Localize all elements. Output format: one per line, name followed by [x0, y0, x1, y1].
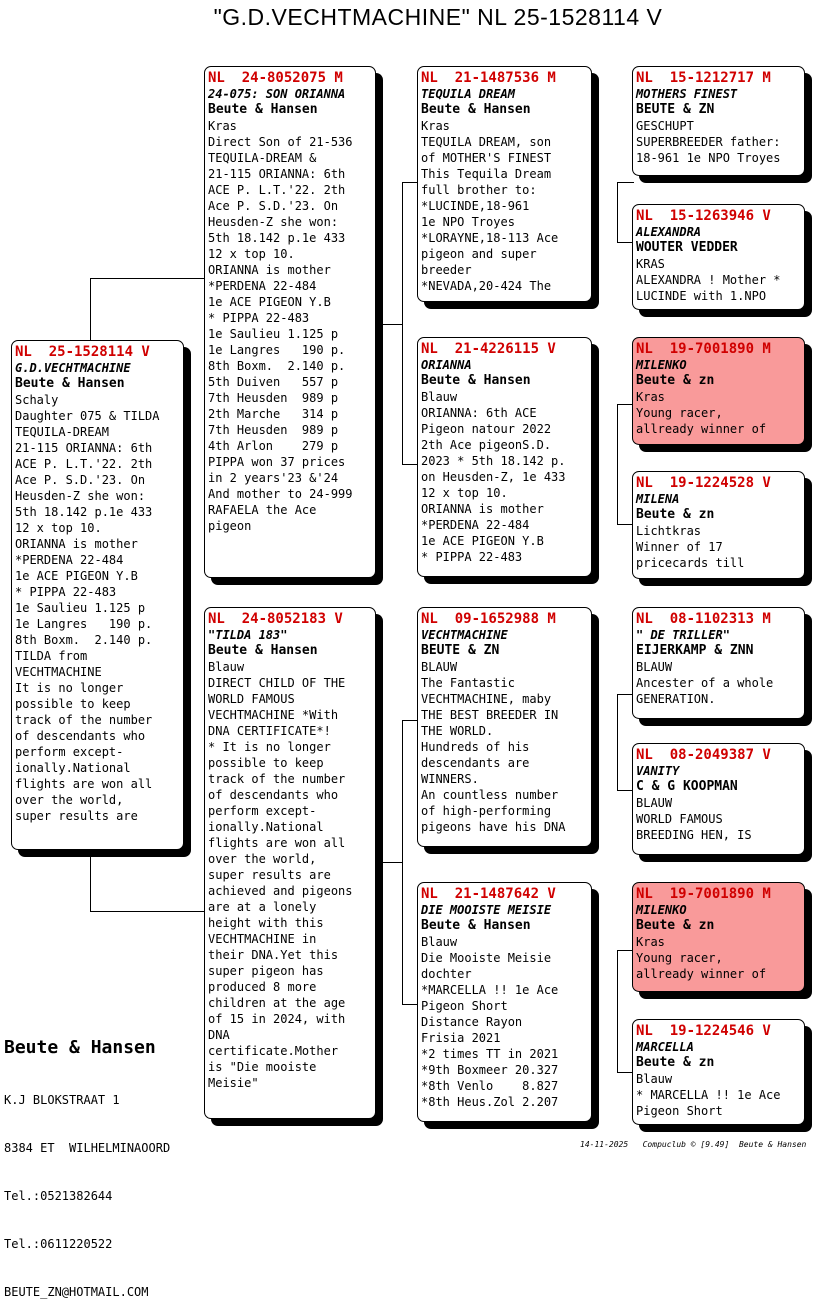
- pigeon-color: Schaly: [15, 393, 59, 407]
- pigeon-owner: Beute & Hansen: [421, 102, 531, 117]
- ring-number: NL 24-8052183 V: [208, 611, 343, 627]
- pigeon-info: The Fantastic VECHTMACHINE, maby THE BEST BREEDER IN THE WORLD. Hundreds of his descendants are WINNERS. An countless number of high-performing pigeons have his DNA: [421, 676, 566, 834]
- pigeon-card-dam[interactable]: [204, 607, 376, 1119]
- pigeon-card-subject[interactable]: [11, 340, 184, 850]
- pigeon-color: Kras: [421, 119, 450, 133]
- pigeon-info: ORIANNA: 6th ACE Pigeon natour 2022 2th Ace pigeonS.D. 2023 * 5th 18.142 p. on Heusden-Z, 1e 433 12 x top 10. ORIANNA is mother *PERDENA 22-484 1e ACE PIGEON Y.B * PIPPA 22-483: [421, 406, 566, 564]
- pigeon-name: ORIANNA: [421, 358, 472, 372]
- connector-line: [402, 182, 403, 464]
- ring-number: NL 15-1263946 V: [636, 208, 771, 224]
- pigeon-info: Direct Son of 21-536 TEQUILA-DREAM & 21-115 ORIANNA: 6th ACE P. L.T.'22. 2th Ace P. S.D.'23. On Heusden-Z she won: 5th 18.142 p.1e 433 12 x top 10. ORIANNA is mother *PERDENA 22-484 1e ACE PIGEON Y.B * PIPPA 22-483 1e Saulieu 1.125 p 1e Langres 190 p. 8th Boxm. 2.140 p. 5th Duiven 557 p 7th Heusden 989 p 2th Marche 314 p 7th Heusden 989 p 4th Arlon 279 p PIPPA won 37 prices in 2 years'23 &'24 And mother to 24-999 RAFAELA the Ace pigeon: [208, 135, 353, 533]
- connector-line: [617, 404, 618, 524]
- pigeon-color: GESCHUPT: [636, 119, 694, 133]
- pigeon-owner: Beute & zn: [636, 918, 715, 933]
- pigeon-owner: Beute & zn: [636, 373, 715, 388]
- pigeon-info: Die Mooiste Meisie dochter *MARCELLA !! 1e Ace Pigeon Short Distance Rayon Frisia 2021 *2 times TT in 2021 *9th Boxmeer 20.327 *8th Venlo 8.827 *8th Heus.Zol 2.207: [421, 951, 559, 1109]
- pigeon-card-dss[interactable]: [632, 607, 805, 719]
- connector-line: [617, 182, 634, 183]
- pigeon-name: MILENKO: [636, 903, 687, 917]
- pigeon-info: ALEXANDRA ! Mother * LUCINDE with 1.NPO: [636, 273, 781, 303]
- pigeon-name: MOTHERS FINEST: [636, 87, 738, 101]
- pigeon-name: "TILDA 183": [208, 628, 288, 642]
- pigeon-card-dds[interactable]: [632, 882, 805, 992]
- pedigree-title: "G.D.VECHTMACHINE" NL 25-1528114 V: [213, 4, 663, 30]
- pigeon-name: 24-075: SON ORIANNA: [208, 87, 346, 101]
- pigeon-card-sds[interactable]: [632, 337, 805, 445]
- pigeon-owner: Beute & Hansen: [15, 376, 125, 391]
- ring-number: NL 21-1487642 V: [421, 886, 556, 902]
- connector-line: [402, 720, 403, 1004]
- connector-line: [90, 911, 205, 912]
- pigeon-color: Kras: [636, 935, 665, 949]
- connector-line: [382, 862, 402, 863]
- pigeon-card-ddd[interactable]: [632, 1019, 805, 1125]
- ring-number: NL 08-1102313 M: [636, 611, 771, 627]
- address-line-1: K.J BLOKSTRAAT 1: [4, 1093, 120, 1107]
- pigeon-owner: WOUTER VEDDER: [636, 240, 738, 255]
- ring-number: NL 21-1487536 M: [421, 70, 556, 86]
- pigeon-info: DIRECT CHILD OF THE WORLD FAMOUS VECHTMACHINE *With DNA CERTIFICATE*! * It is no longer possible to keep track of the number of descendants who perform except- ionally.National flights are won all over the world, super results are achieved and pigeons are at a lonely height with this VECHTMACHINE in their DNA.Yet this super pigeon has produced 8 more children at the age of 15 in 2024, with DNA certificate.Mother is "Die mooiste Meisie": [208, 676, 353, 1090]
- pigeon-name: ALEXANDRA: [636, 225, 702, 239]
- pigeon-color: BLAUW: [636, 660, 673, 674]
- pigeon-name: TEQUILA DREAM: [421, 87, 515, 101]
- pigeon-color: Blauw: [208, 660, 245, 674]
- email: BEUTE_ZN@HOTMAIL.COM: [4, 1285, 149, 1299]
- pigeon-owner: Beute & Hansen: [208, 102, 318, 117]
- connector-line: [90, 278, 205, 279]
- pigeon-info: SUPERBREEDER father: 18-961 1e NPO Troyes: [636, 135, 781, 165]
- pigeon-name: MILENKO: [636, 358, 687, 372]
- ring-number: NL 08-2049387 V: [636, 747, 771, 763]
- ring-number: NL 24-8052075 M: [208, 70, 343, 86]
- pigeon-name: MARCELLA: [636, 1040, 694, 1054]
- pigeon-card-sdd[interactable]: [632, 471, 805, 579]
- pigeon-info: WORLD FAMOUS BREEDING HEN, IS: [636, 812, 752, 842]
- phone-1: Tel.:0521382644: [4, 1189, 113, 1203]
- pigeon-card-dam-sire[interactable]: [417, 607, 592, 847]
- pigeon-card-sire[interactable]: [204, 66, 376, 578]
- connector-line: [402, 464, 418, 465]
- pigeon-card-sire-dam[interactable]: [417, 337, 592, 577]
- connector-line: [617, 694, 618, 790]
- pigeon-info: TEQUILA DREAM, son of MOTHER'S FINEST This Tequila Dream full brother to: *LUCINDE,18-961 1e NPO Troyes *LORAYNE,18-113 Ace pigeon and super breeder *NEVADA,20-424 The: [421, 135, 559, 293]
- pigeon-owner: BEUTE & ZN: [636, 102, 715, 117]
- pigeon-color: Kras: [636, 390, 665, 404]
- pigeon-info: Young racer, allready winner of: [636, 951, 767, 981]
- pigeon-owner: Beute & zn: [636, 507, 715, 522]
- connector-line: [90, 278, 91, 340]
- pigeon-card-sire-sire[interactable]: [417, 66, 592, 302]
- pigeon-info: Young racer, allready winner of: [636, 406, 767, 436]
- pigeon-name: DIE MOOISTE MEISIE: [421, 903, 552, 917]
- pigeon-card-sss[interactable]: [632, 66, 805, 176]
- pigeon-info: Winner of 17 pricecards till: [636, 540, 745, 570]
- breeder-name: Beute & Hansen: [4, 1037, 156, 1058]
- pigeon-color: Lichtkras: [636, 524, 702, 538]
- pigeon-color: Blauw: [421, 390, 458, 404]
- pigeon-color: Blauw: [636, 1072, 673, 1086]
- pigeon-color: Blauw: [421, 935, 458, 949]
- pigeon-owner: EIJERKAMP & ZNN: [636, 643, 754, 658]
- pigeon-owner: Beute & Hansen: [208, 643, 318, 658]
- pigeon-owner: Beute & Hansen: [421, 373, 531, 388]
- pigeon-info: * MARCELLA !! 1e Ace Pigeon Short: [636, 1088, 781, 1118]
- pigeon-name: " DE TRILLER": [636, 628, 730, 642]
- connector-line: [617, 950, 618, 1072]
- pigeon-card-dsd[interactable]: [632, 743, 805, 855]
- pigeon-name: VANITY: [636, 764, 680, 778]
- ring-number: NL 25-1528114 V: [15, 344, 150, 360]
- ring-number: NL 19-1224546 V: [636, 1023, 771, 1039]
- pigeon-name: VECHTMACHINE: [421, 628, 508, 642]
- connector-line: [90, 850, 91, 912]
- breeder-contact: [4, 1060, 170, 1316]
- pigeon-color: BLAUW: [636, 796, 673, 810]
- ring-number: NL 15-1212717 M: [636, 70, 771, 86]
- ring-number: NL 19-7001890 M: [636, 341, 771, 357]
- pigeon-color: Kras: [208, 119, 237, 133]
- ring-number: NL 21-4226115 V: [421, 341, 556, 357]
- pigeon-owner: C & G KOOPMAN: [636, 779, 738, 794]
- pigeon-owner: Beute & Hansen: [421, 918, 531, 933]
- pigeon-color: KRAS: [636, 257, 665, 271]
- phone-2: Tel.:0611220522: [4, 1237, 113, 1251]
- pigeon-card-dam-dam[interactable]: [417, 882, 592, 1122]
- connector-line: [402, 1004, 418, 1005]
- ring-number: NL 19-1224528 V: [636, 475, 771, 491]
- connector-line: [402, 720, 418, 721]
- address-line-2: 8384 ET WILHELMINAOORD: [4, 1141, 171, 1155]
- print-info: 14-11-2025 Compuclub © [9.49] Beute & Hansen: [580, 1140, 807, 1149]
- pigeon-card-ssd[interactable]: [632, 204, 805, 310]
- ring-number: NL 19-7001890 M: [636, 886, 771, 902]
- pigeon-color: BLAUW: [421, 660, 458, 674]
- pigeon-owner: Beute & zn: [636, 1055, 715, 1070]
- ring-number: NL 09-1652988 M: [421, 611, 556, 627]
- connector-line: [402, 182, 418, 183]
- pigeon-info: Daughter 075 & TILDA TEQUILA-DREAM 21-115 ORIANNA: 6th ACE P. L.T.'22. 2th Ace P. S.D.'23. On Heusden-Z she won: 5th 18.142 p.1e 433 12 x top 10. ORIANNA is mother *PERDENA 22-484 1e ACE PIGEON Y.B * PIPPA 22-483 1e Saulieu 1.125 p 1e Langres 190 p. 8th Boxm. 2.140 p. TILDA from VECHTMACHINE It is no longer possible to keep track of the number of descendants who perform except- ionally.National flights are won all over the world, super results are: [15, 409, 160, 823]
- pigeon-info: Ancester of a whole GENERATION.: [636, 676, 774, 706]
- pigeon-owner: BEUTE & ZN: [421, 643, 500, 658]
- pigeon-name: MILENA: [636, 492, 680, 506]
- connector-line: [617, 182, 618, 242]
- pigeon-name: G.D.VECHTMACHINE: [15, 361, 131, 375]
- connector-line: [382, 324, 402, 325]
